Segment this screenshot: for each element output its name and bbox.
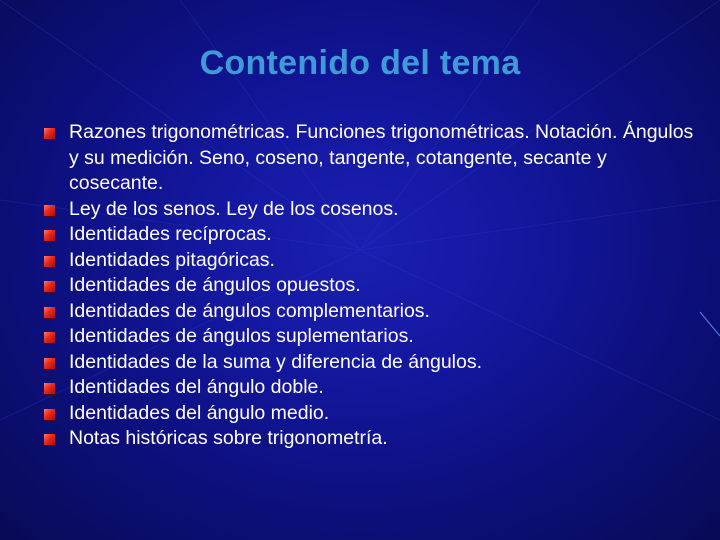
list-item-text: Identidades del ángulo doble.	[69, 376, 324, 398]
slide-title: Contenido del tema	[199, 44, 521, 82]
topic-list	[44, 120, 704, 452]
square-bullet-icon	[44, 434, 55, 445]
list-item-text: Identidades del ángulo medio.	[69, 401, 330, 424]
list-item-text: Identidades de ángulos suplementarios.	[69, 325, 414, 347]
square-bullet-icon	[44, 332, 55, 343]
list-item	[44, 324, 704, 350]
list-item	[44, 248, 704, 274]
list-item-text: Notas históricas sobre trigonometría.	[69, 427, 388, 449]
square-bullet-icon	[44, 128, 55, 139]
list-item-text: Identidades recíprocas.	[69, 223, 272, 245]
list-item-text: Identidades de ángulos opuestos.	[69, 274, 361, 296]
list-item	[44, 299, 704, 325]
list-item-text: Identidades de la suma y diferencia de ángulos.	[69, 350, 483, 373]
list-item	[44, 375, 704, 401]
square-bullet-icon	[44, 409, 55, 420]
list-item-text: Identidades de ángulos complementarios.	[69, 299, 430, 322]
square-bullet-icon	[44, 205, 55, 216]
list-item	[44, 222, 704, 248]
list-item	[44, 120, 704, 197]
list-item-text: Ley de los senos. Ley de los cosenos.	[69, 197, 399, 220]
square-bullet-icon	[44, 230, 55, 241]
square-bullet-icon	[44, 281, 55, 292]
square-bullet-icon	[44, 256, 55, 267]
list-item-text: Identidades pitagóricas.	[69, 248, 275, 271]
list-item	[44, 401, 704, 427]
list-item	[44, 197, 704, 223]
list-item-text: Razones trigonométricas. Funciones trigonométricas. Notación. Ángulos y su medición. Seno, coseno, tangente, cotangente, secante y cosecante.	[69, 121, 694, 194]
list-item	[44, 273, 704, 299]
list-item	[44, 426, 704, 452]
square-bullet-icon	[44, 307, 55, 318]
list-item	[44, 350, 704, 376]
square-bullet-icon	[44, 358, 55, 369]
square-bullet-icon	[44, 383, 55, 394]
